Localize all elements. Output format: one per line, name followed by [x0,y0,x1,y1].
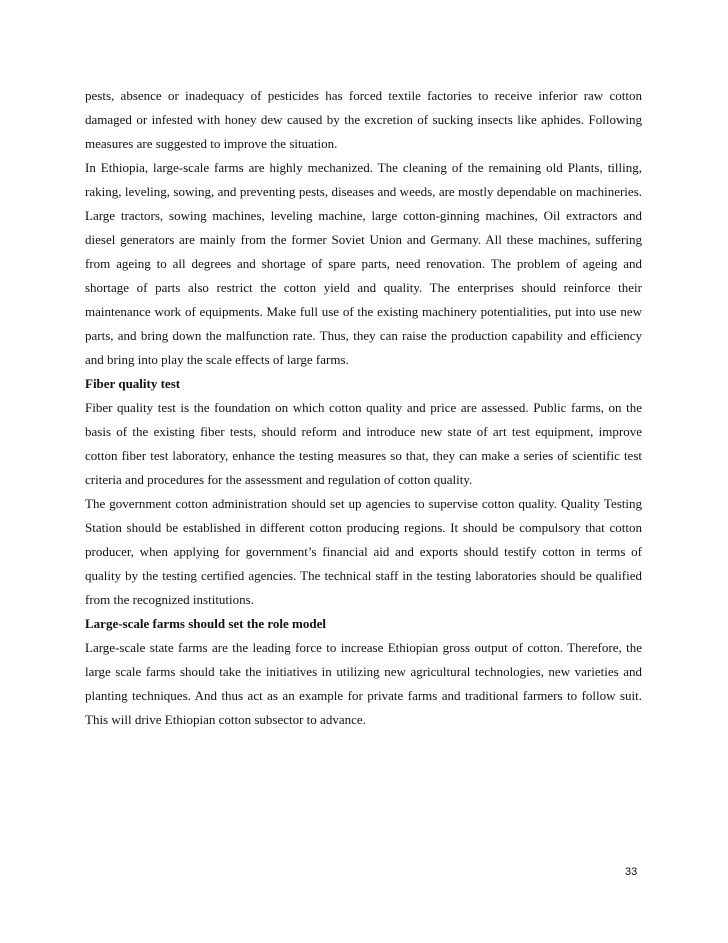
heading-fiber-quality-test: Fiber quality test [85,376,181,391]
paragraph-mechanization: In Ethiopia, large-scale farms are highly mechanized. The cleaning of the remaining old Plants, tilling, raking, leveling, sowing, and preventing pests, diseases and weeds, are mostly dependable on machineries. Large tractors, sowing machines, leveling machine, large cotton-ginning machines, Oil extractors and diesel generators are mainly from the former Soviet Union and Germany. All these machines, suffering from ageing to all degrees and shortage of spare parts, need renovation. The problem of ageing and shortage of parts also restrict the cotton yield and quality. The enterprises should reinforce their maintenance work of equipments. Make full use of the existing machinery potentialities, put into use new parts, and bring down the malfunction rate. Thus, they can raise the production capability and efficiency and bring into play the scale effects of large farms. [85,160,642,367]
heading-role-model: Large-scale farms should set the role model [85,616,326,631]
paragraph-large-scale-farms: Large-scale state farms are the leading force to increase Ethiopian gross output of cotton. Therefore, the large scale farms should take the initiatives in utilizing new agricultural technologies, new varieties and planting techniques. And thus act as an example for private farms and traditional farmers to follow suit. This will drive Ethiopian cotton subsector to advance. [85,640,642,727]
paragraph-fiber-quality: Fiber quality test is the foundation on which cotton quality and price are assessed. Public farms, on the basis of the existing fiber tests, should reform and introduce new state of art test equipment, improve cotton fiber test laboratory, enhance the testing measures so that, they can make a series of scientific test criteria and procedures for the assessment and regulation of cotton quality. [85,400,642,487]
paragraph-pesticides: pests, absence or inadequacy of pesticides has forced textile factories to receive inferior raw cotton damaged or infested with honey dew caused by the excretion of sucking insects like aphides. Following measures are suggested to improve the situation. [85,88,642,151]
paragraph-quality-supervision: The government cotton administration should set up agencies to supervise cotton quality. Quality Testing Station should be established in different cotton producing regions. It should be compulsory that cotton producer, when applying for government’s financial aid and exports should testify cotton in terms of quality by the testing certified agencies. The technical staff in the testing laboratories should be qualified from the recognized institutions. [85,496,642,607]
page-number: 33 [625,866,638,878]
document-body [85,84,642,732]
